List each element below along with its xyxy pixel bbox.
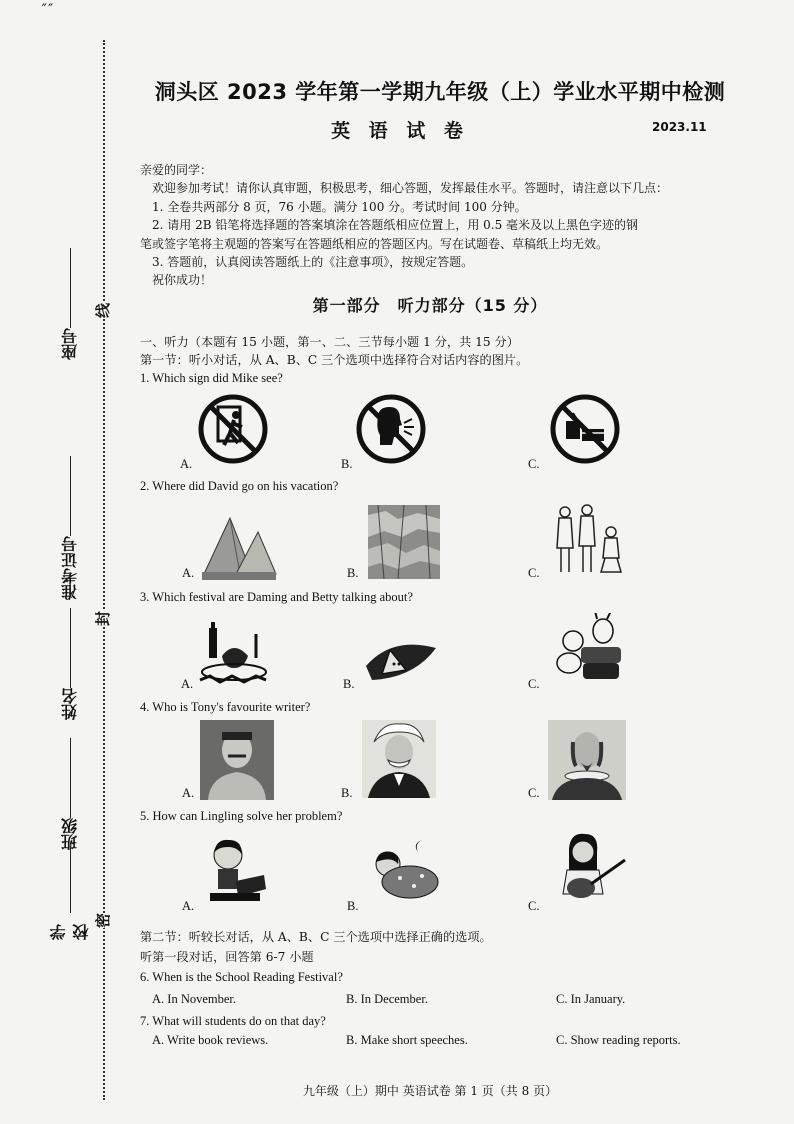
choice-option-a[interactable]: A. In November. <box>152 992 237 1006</box>
terracotta-warriors-icon[interactable] <box>553 502 625 578</box>
intro: 欢迎参加考试！请你认真审题，积极思考，细心答题，发挥最佳水平。答题时，请注意以下几点： <box>152 181 669 196</box>
greeting: 亲爱的同学： <box>140 163 213 177</box>
margin-field-blank <box>69 738 71 818</box>
no-drinks-sign-icon[interactable] <box>548 393 622 465</box>
girl-reading-icon[interactable] <box>200 835 270 905</box>
dialog-intro: 听第一段对话，回答第 6-7 小题 <box>140 950 314 964</box>
grand-canyon-icon[interactable] <box>368 505 440 579</box>
seal-char-line: 线 <box>94 302 113 319</box>
section2-intro: 第二节：听较长对话，从 A、B、C 三个选项中选择正确的选项。 <box>140 930 492 944</box>
question-5: 5. How can Lingling solve her problem? <box>140 809 343 823</box>
choice-option-b[interactable]: B. In December. <box>346 992 428 1006</box>
question-6: 6. When is the School Reading Festival? <box>140 970 343 984</box>
note-item: 2. 请用 2B 铅笔将选择题的答案填涂在答题纸相应位置上，用 0.5 毫米及以上黑色字迹的钢 <box>152 218 639 233</box>
option-label: B. <box>341 786 353 800</box>
margin-field-class[interactable] <box>58 720 82 850</box>
question-1: 1. Which sign did Mike see? <box>140 371 283 385</box>
section-heading: 一、听力（本题有 15 小题，第一、二、三节每小题 1 分，共 15 分） <box>140 335 519 349</box>
option-label: A. <box>181 677 194 691</box>
option-label: C. <box>528 566 540 580</box>
mark-twain-portrait[interactable] <box>362 720 436 798</box>
exam-title: 洞头区 2023 学年第一学期九年级（上）学业水平期中检测 <box>154 80 726 104</box>
seal-char-seal: 封 <box>94 610 113 627</box>
option-label: C. <box>528 457 540 471</box>
corner-mark: ″″ <box>40 2 53 18</box>
section1-intro: 第一节：听小对话，从 A、B、C 三个选项中选择符合对话内容的图片。 <box>140 353 529 367</box>
exam-instructions <box>140 161 740 290</box>
option-label: A. <box>182 899 195 913</box>
closing: 祝你成功！ <box>152 273 213 288</box>
margin-field-blank <box>69 608 71 688</box>
margin-field-name[interactable] <box>58 590 82 720</box>
exam-date: 2023.11 <box>652 120 707 134</box>
option-label: A. <box>182 566 195 580</box>
lu-xun-portrait[interactable] <box>200 720 274 800</box>
christmas-dinner-icon[interactable] <box>194 618 270 688</box>
option-label: B. <box>347 899 359 913</box>
margin-field-blank <box>69 846 71 913</box>
mooncake-rabbit-icon[interactable] <box>553 613 625 683</box>
option-label: B. <box>343 677 355 691</box>
no-exit-sign-icon[interactable] <box>196 393 270 465</box>
margin-field-label: 准考证号 <box>60 536 80 600</box>
question-7: 7. What will students do on that day? <box>140 1014 326 1028</box>
choice-option-c[interactable]: C. In January. <box>556 992 626 1006</box>
girl-sleeping-icon[interactable] <box>368 834 440 904</box>
option-label: C. <box>528 786 540 800</box>
option-label: B. <box>341 457 353 471</box>
shakespeare-portrait[interactable] <box>548 720 626 800</box>
option-label: B. <box>347 566 359 580</box>
seal-char-secret: 密 <box>94 912 113 929</box>
margin-field-label: 班级 <box>60 818 80 850</box>
note-item: 笔或签字笔将主观题的答案写在答题纸相应的答题区内。写在试题卷、草稿纸上均无效。 <box>140 236 609 251</box>
choice-option-b[interactable]: B. Make short speeches. <box>346 1033 468 1047</box>
page-footer: 九年级（上）期中 英语试卷 第 1 页（共 8 页） <box>302 1084 558 1098</box>
margin-field-school[interactable] <box>49 840 91 940</box>
girl-guitar-icon[interactable] <box>553 830 627 906</box>
note-item: 1. 全卷共两部分 8 页，76 小题。满分 100 分。考试时间 100 分钟。 <box>152 199 527 214</box>
option-label: C. <box>528 677 540 691</box>
pyramids-icon[interactable] <box>200 510 278 580</box>
binding-line <box>103 40 105 1100</box>
margin-field-seat[interactable] <box>58 230 82 360</box>
note-item: 3. 答题前，认真阅读答题纸上的《注意事项》，按规定答题。 <box>152 255 474 270</box>
option-label: A. <box>180 457 193 471</box>
margin-field-label: 姓名 <box>60 688 80 720</box>
option-label: C. <box>528 899 540 913</box>
no-talking-sign-icon[interactable] <box>354 393 428 465</box>
option-label: A. <box>182 786 195 800</box>
choice-option-a[interactable]: A. Write book reviews. <box>152 1033 269 1047</box>
exam-subtitle: 英 语 试 卷 <box>331 120 469 142</box>
part-title: 第一部分 听力部分（15 分） <box>312 296 548 315</box>
margin-field-exam-id[interactable] <box>58 420 82 600</box>
margin-field-label: 座号 <box>60 328 80 360</box>
choice-option-c[interactable]: C. Show reading reports. <box>556 1033 681 1047</box>
margin-field-blank <box>69 248 71 328</box>
question-4: 4. Who is Tony's favourite writer? <box>140 700 311 714</box>
margin-field-label: 学校 <box>49 924 91 940</box>
question-3: 3. Which festival are Daming and Betty talking about? <box>140 590 413 604</box>
question-2: 2. Where did David go on his vacation? <box>140 479 339 493</box>
margin-field-blank <box>69 456 71 536</box>
zongzi-icon[interactable] <box>362 630 440 688</box>
